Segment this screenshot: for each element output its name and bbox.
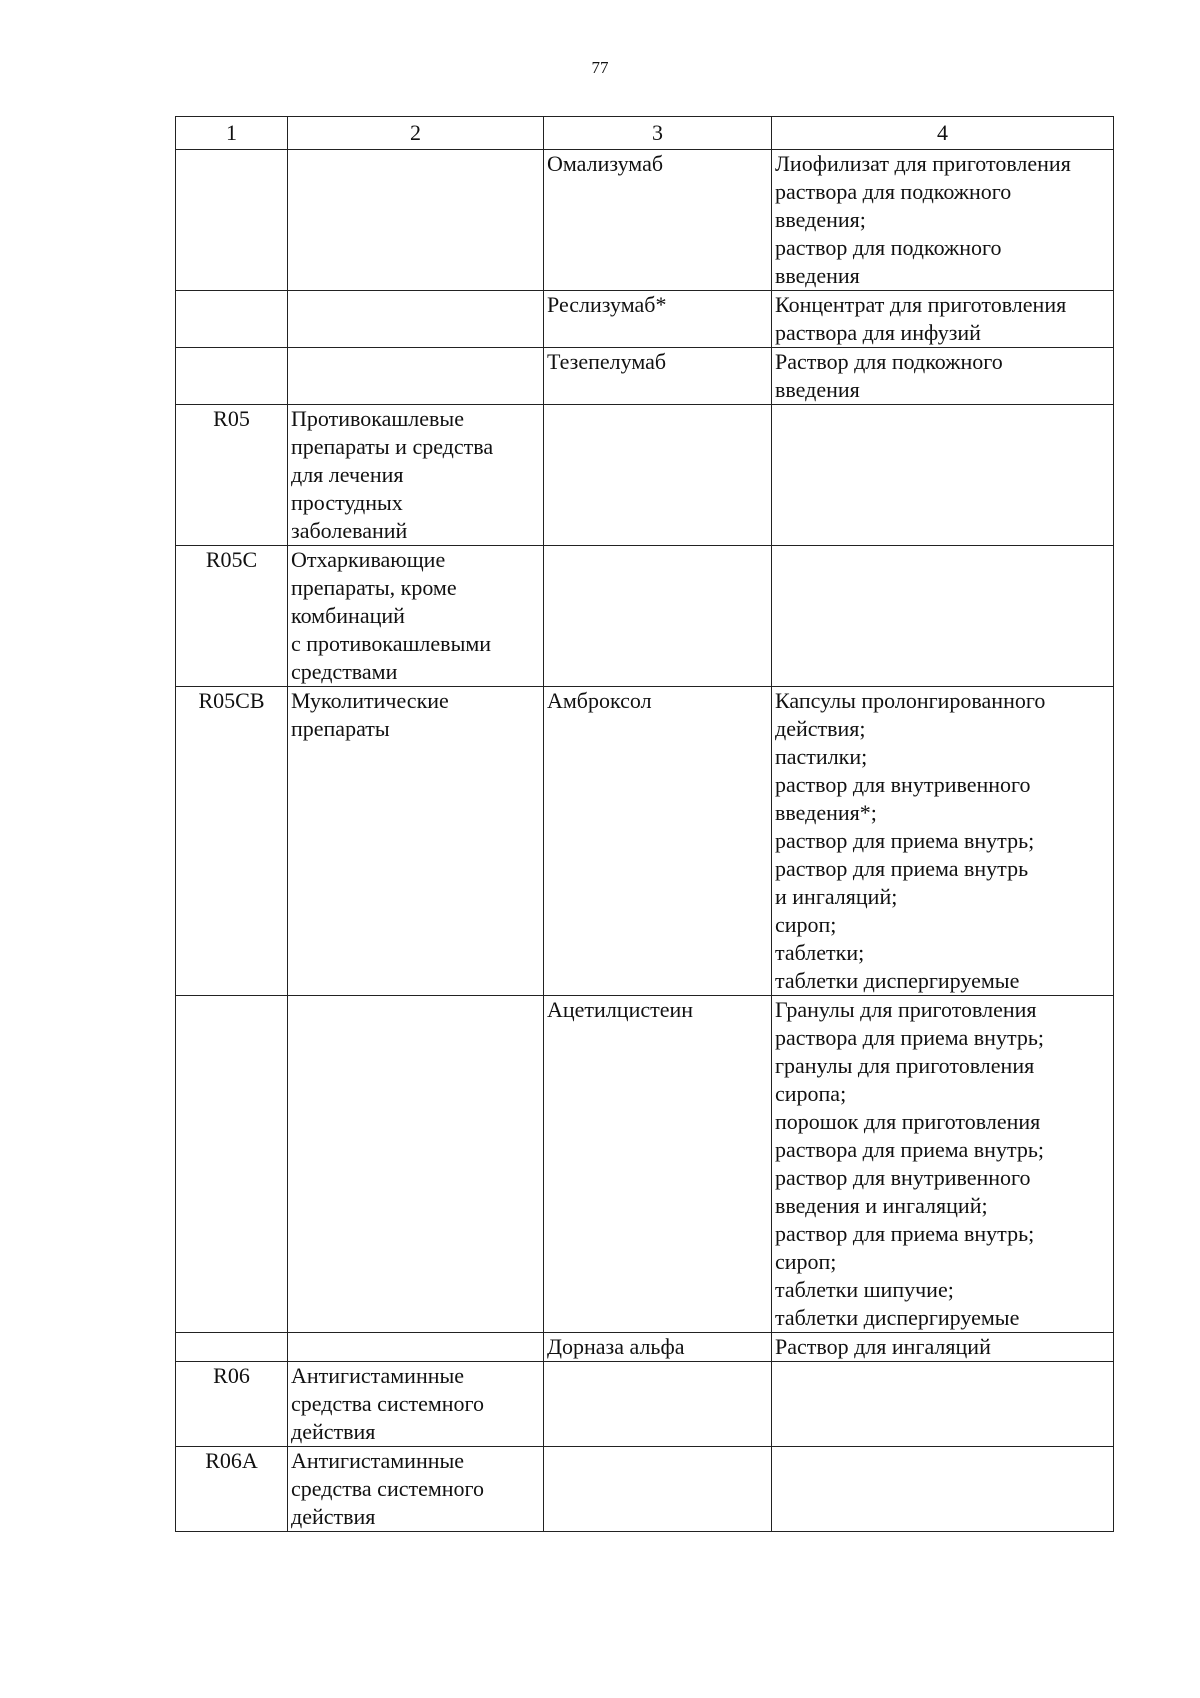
table-row [176, 687, 1114, 996]
table-row [176, 1333, 1114, 1362]
column-header-2: 2 [288, 117, 544, 150]
dosage-form-line: раствор для приема внутрь; [775, 828, 1035, 853]
drug-name-cell: Тезепелумаб [544, 348, 772, 405]
drug-name-cell: Дорназа альфа [544, 1333, 772, 1362]
group-name-line: простудных [291, 490, 403, 515]
header-row [176, 117, 1114, 150]
group-name-line: Отхаркивающие [291, 547, 446, 572]
table-row [176, 291, 1114, 348]
dosage-forms-cell [772, 1362, 1114, 1447]
dosage-form-line: сиропа; [775, 1081, 847, 1106]
dosage-forms-cell [772, 996, 1114, 1333]
dosage-form-line: раствор для подкожного [775, 235, 1002, 260]
dosage-form-line: раствор для внутривенного [775, 1165, 1031, 1190]
dosage-form-line: введения*; [775, 800, 877, 825]
dosage-form-line: Раствор для ингаляций [775, 1334, 991, 1359]
group-name-cell [288, 1333, 544, 1362]
dosage-form-line: раствор для приема внутрь; [775, 1221, 1035, 1246]
group-name-line: препараты [291, 716, 390, 741]
dosage-form-line: раствор для приема внутрь [775, 856, 1029, 881]
group-name-line: препараты, кроме [291, 575, 457, 600]
table-row [176, 405, 1114, 546]
dosage-form-line: раствора для инфузий [775, 320, 981, 345]
table-row [176, 348, 1114, 405]
drug-name-cell [544, 546, 772, 687]
column-header-3: 3 [544, 117, 772, 150]
atc-code-cell: R06A [176, 1447, 288, 1532]
atc-code-cell [176, 348, 288, 405]
group-name-cell [288, 150, 544, 291]
dosage-form-line: гранулы для приготовления [775, 1053, 1035, 1078]
group-name-cell [288, 405, 544, 546]
dosage-forms-cell [772, 1447, 1114, 1532]
dosage-form-line: введения и ингаляций; [775, 1193, 988, 1218]
table-row [176, 150, 1114, 291]
dosage-forms-cell [772, 348, 1114, 405]
dosage-form-line: сироп; [775, 912, 837, 937]
dosage-form-line: Гранулы для приготовления [775, 997, 1037, 1022]
dosage-form-line: раствора для приема внутрь; [775, 1025, 1044, 1050]
group-name-line: Антигистаминные [291, 1448, 465, 1473]
dosage-forms-cell [772, 150, 1114, 291]
dosage-forms-cell [772, 1333, 1114, 1362]
group-name-line: средства системного [291, 1476, 485, 1501]
drug-name-cell: Реслизумаб* [544, 291, 772, 348]
dosage-form-line: таблетки; [775, 940, 865, 965]
dosage-form-line: Концентрат для приготовления [775, 292, 1067, 317]
group-name-line: Муколитические [291, 688, 449, 713]
drug-name-cell: Омализумаб [544, 150, 772, 291]
group-name-cell [288, 348, 544, 405]
dosage-form-line: раствор для внутривенного [775, 772, 1031, 797]
dosage-form-line: и ингаляций; [775, 884, 898, 909]
dosage-forms-cell [772, 687, 1114, 996]
group-name-cell [288, 546, 544, 687]
group-name-cell [288, 687, 544, 996]
drug-table [175, 116, 1114, 1532]
atc-code-cell: R05 [176, 405, 288, 546]
dosage-form-line: Капсулы пролонгированного [775, 688, 1046, 713]
drug-name-cell: Ацетилцистеин [544, 996, 772, 1333]
atc-code-cell [176, 150, 288, 291]
atc-code-cell [176, 291, 288, 348]
group-name-cell [288, 1362, 544, 1447]
group-name-cell [288, 996, 544, 1333]
dosage-form-line: раствора для приема внутрь; [775, 1137, 1044, 1162]
column-header-1: 1 [176, 117, 288, 150]
dosage-form-line: введения; [775, 207, 866, 232]
column-header-4: 4 [772, 117, 1114, 150]
group-name-cell [288, 291, 544, 348]
drug-name-cell [544, 405, 772, 546]
group-name-line: комбинаций [291, 603, 405, 628]
dosage-forms-cell [772, 546, 1114, 687]
table-row [176, 996, 1114, 1333]
table-body [176, 150, 1114, 1532]
group-name-line: заболеваний [291, 518, 408, 543]
group-name-line: средствами [291, 659, 398, 684]
group-name-line: препараты и средства [291, 434, 494, 459]
dosage-form-line: Лиофилизат для приготовления [775, 151, 1071, 176]
group-name-line: с противокашлевыми [291, 631, 492, 656]
group-name-line: действия [291, 1504, 376, 1529]
dosage-form-line: действия; [775, 716, 866, 741]
drug-name-cell [544, 1362, 772, 1447]
dosage-forms-cell [772, 291, 1114, 348]
group-name-line: действия [291, 1419, 376, 1444]
atc-code-cell [176, 996, 288, 1333]
group-name-line: для лечения [291, 462, 404, 487]
dosage-form-line: введения [775, 377, 860, 402]
dosage-forms-cell [772, 405, 1114, 546]
group-name-cell [288, 1447, 544, 1532]
table-row [176, 546, 1114, 687]
dosage-form-line: порошок для приготовления [775, 1109, 1041, 1134]
dosage-form-line: таблетки диспергируемые [775, 1305, 1020, 1330]
table-row [176, 1362, 1114, 1447]
group-name-line: Антигистаминные [291, 1363, 465, 1388]
dosage-form-line: раствора для подкожного [775, 179, 1012, 204]
dosage-form-line: таблетки диспергируемые [775, 968, 1020, 993]
atc-code-cell: R05CB [176, 687, 288, 996]
atc-code-cell: R05C [176, 546, 288, 687]
dosage-form-line: сироп; [775, 1249, 837, 1274]
dosage-form-line: пастилки; [775, 744, 868, 769]
dosage-form-line: таблетки шипучие; [775, 1277, 954, 1302]
page-number: 77 [591, 58, 609, 77]
dosage-form-line: введения [775, 263, 860, 288]
dosage-form-line: Раствор для подкожного [775, 349, 1003, 374]
atc-code-cell: R06 [176, 1362, 288, 1447]
group-name-line: средства системного [291, 1391, 485, 1416]
table-row [176, 1447, 1114, 1532]
drug-name-cell [544, 1447, 772, 1532]
atc-code-cell [176, 1333, 288, 1362]
group-name-line: Противокашлевые [291, 406, 464, 431]
drug-name-cell: Амброксол [544, 687, 772, 996]
